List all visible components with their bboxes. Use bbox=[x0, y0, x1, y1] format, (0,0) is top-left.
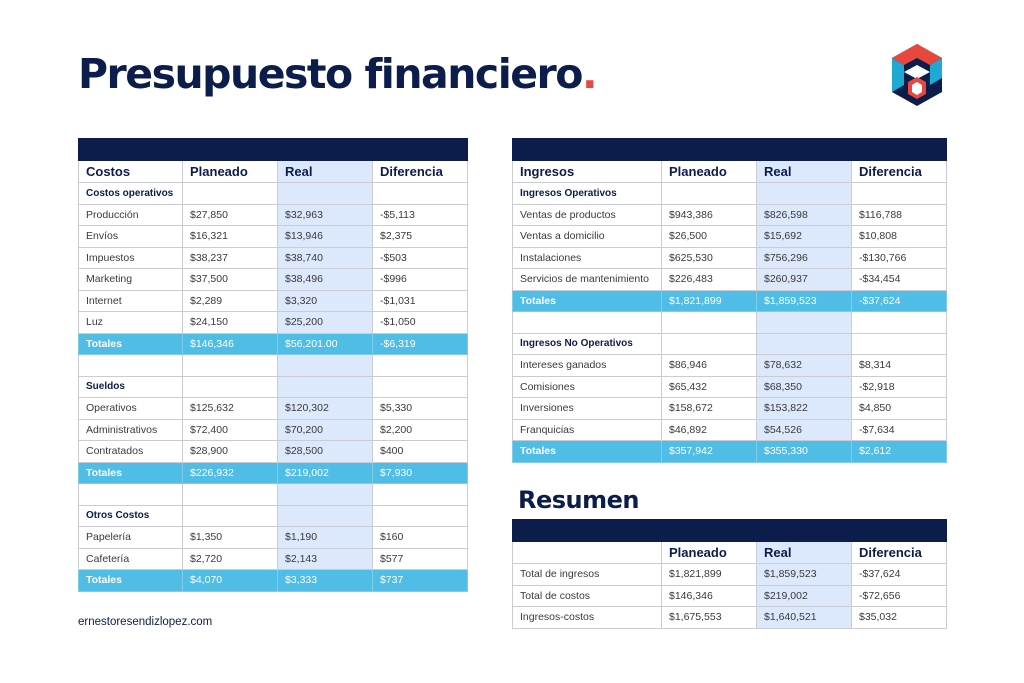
table-cell: Instalaciones bbox=[513, 247, 662, 269]
table-row bbox=[79, 441, 468, 463]
table-row bbox=[79, 312, 468, 334]
spacer-row bbox=[79, 355, 468, 377]
footer-website: ernestoresendizlopez.com bbox=[78, 616, 213, 628]
table-cell: $943,386 bbox=[662, 204, 757, 226]
table-cell: Totales bbox=[513, 290, 662, 312]
table-cell: $1,859,523 bbox=[757, 564, 852, 586]
section-row bbox=[79, 505, 468, 527]
table-row bbox=[79, 548, 468, 570]
table-cell: $260,937 bbox=[757, 269, 852, 291]
table-cell: $37,500 bbox=[183, 269, 278, 291]
table-cell: $4,850 bbox=[852, 398, 947, 420]
table-cell: $1,859,523 bbox=[757, 290, 852, 312]
table-cell: Total de ingresos bbox=[513, 564, 662, 586]
empty-cell bbox=[662, 312, 757, 334]
table-cell: $24,150 bbox=[183, 312, 278, 334]
section-row bbox=[513, 183, 947, 205]
table-row bbox=[513, 226, 947, 248]
table-cell: $3,333 bbox=[278, 570, 373, 592]
table-cell: $160 bbox=[373, 527, 468, 549]
table-cell: Totales bbox=[79, 462, 183, 484]
empty-cell bbox=[183, 376, 278, 398]
empty-cell bbox=[278, 484, 373, 506]
table-cell: -$1,050 bbox=[373, 312, 468, 334]
table-row bbox=[513, 247, 947, 269]
empty-cell bbox=[757, 312, 852, 334]
table-row bbox=[513, 376, 947, 398]
table-row bbox=[79, 290, 468, 312]
table-cell: $2,289 bbox=[183, 290, 278, 312]
costos-table bbox=[78, 138, 468, 592]
totals-row bbox=[513, 290, 947, 312]
table-cell: $120,302 bbox=[278, 398, 373, 420]
table-cell: $1,350 bbox=[183, 527, 278, 549]
table-cell: $737 bbox=[373, 570, 468, 592]
table-cell: Comisiones bbox=[513, 376, 662, 398]
table-cell: $826,598 bbox=[757, 204, 852, 226]
table-row bbox=[513, 564, 947, 586]
empty-cell bbox=[278, 183, 373, 205]
table-cell: Luz bbox=[79, 312, 183, 334]
spacer-row bbox=[79, 484, 468, 506]
section-title: Sueldos bbox=[79, 376, 183, 398]
table-row bbox=[513, 607, 947, 629]
section-row bbox=[513, 333, 947, 355]
table-cell: $355,330 bbox=[757, 441, 852, 463]
table-cell: $3,320 bbox=[278, 290, 373, 312]
table-cell: $2,200 bbox=[373, 419, 468, 441]
table-cell: Administrativos bbox=[79, 419, 183, 441]
empty-cell bbox=[852, 312, 947, 334]
table-cell: $756,296 bbox=[757, 247, 852, 269]
table-cell: -$7,634 bbox=[852, 419, 947, 441]
table-cell: $1,821,899 bbox=[662, 290, 757, 312]
table-cell: $26,500 bbox=[662, 226, 757, 248]
page-title-text: Presupuesto financiero bbox=[78, 50, 582, 98]
table-cell: $625,530 bbox=[662, 247, 757, 269]
spacer-row bbox=[513, 312, 947, 334]
table-cell: $38,740 bbox=[278, 247, 373, 269]
column-header: Real bbox=[278, 161, 373, 183]
table-row bbox=[513, 585, 947, 607]
table-cell: Ingresos-costos bbox=[513, 607, 662, 629]
table-cell: Ventas a domicilio bbox=[513, 226, 662, 248]
table-header-band bbox=[513, 139, 947, 161]
table-cell: $35,032 bbox=[852, 607, 947, 629]
table-cell: -$1,031 bbox=[373, 290, 468, 312]
table-cell: Contratados bbox=[79, 441, 183, 463]
column-header: Planeado bbox=[662, 161, 757, 183]
title-accent-dot: . bbox=[581, 50, 597, 98]
table-cell: $15,692 bbox=[757, 226, 852, 248]
table-cell: Totales bbox=[513, 441, 662, 463]
hexagon-logo-icon bbox=[890, 42, 944, 108]
table-cell: Producción bbox=[79, 204, 183, 226]
table-cell: $2,143 bbox=[278, 548, 373, 570]
table-cell: $2,375 bbox=[373, 226, 468, 248]
table-cell: $16,321 bbox=[183, 226, 278, 248]
totals-row bbox=[79, 570, 468, 592]
empty-cell bbox=[373, 355, 468, 377]
table-cell: Cafetería bbox=[79, 548, 183, 570]
table-cell: $86,946 bbox=[662, 355, 757, 377]
column-header: Costos bbox=[79, 161, 183, 183]
empty-cell bbox=[852, 183, 947, 205]
table-cell: $46,892 bbox=[662, 419, 757, 441]
table-cell: $1,821,899 bbox=[662, 564, 757, 586]
column-header: Real bbox=[757, 542, 852, 564]
column-header: Ingresos bbox=[513, 161, 662, 183]
table-cell: $357,942 bbox=[662, 441, 757, 463]
table-cell: $27,850 bbox=[183, 204, 278, 226]
empty-cell bbox=[79, 139, 468, 161]
table-cell: Envíos bbox=[79, 226, 183, 248]
table-cell: $78,632 bbox=[757, 355, 852, 377]
empty-cell bbox=[373, 376, 468, 398]
table-cell: Intereses ganados bbox=[513, 355, 662, 377]
table-cell: $32,963 bbox=[278, 204, 373, 226]
table-header-band bbox=[79, 139, 468, 161]
empty-cell bbox=[373, 505, 468, 527]
table-header-row bbox=[513, 542, 947, 564]
page-title bbox=[78, 50, 596, 98]
empty-cell bbox=[183, 505, 278, 527]
table-cell: -$5,113 bbox=[373, 204, 468, 226]
table-cell: -$37,624 bbox=[852, 564, 947, 586]
table-cell: -$34,454 bbox=[852, 269, 947, 291]
totals-row bbox=[513, 441, 947, 463]
table-cell: Inversiones bbox=[513, 398, 662, 420]
table-cell: Servicios de mantenimiento bbox=[513, 269, 662, 291]
table-row bbox=[79, 269, 468, 291]
table-row bbox=[79, 419, 468, 441]
table-cell: $146,346 bbox=[662, 585, 757, 607]
table-cell: -$503 bbox=[373, 247, 468, 269]
table-cell: $400 bbox=[373, 441, 468, 463]
table-cell: -$2,918 bbox=[852, 376, 947, 398]
table-cell: $4,070 bbox=[183, 570, 278, 592]
table-cell: Totales bbox=[79, 333, 183, 355]
table-cell: Internet bbox=[79, 290, 183, 312]
table-cell: $7,930 bbox=[373, 462, 468, 484]
table-cell: $1,675,553 bbox=[662, 607, 757, 629]
table-row bbox=[513, 269, 947, 291]
section-row bbox=[79, 183, 468, 205]
table-row bbox=[513, 398, 947, 420]
table-cell: $116,788 bbox=[852, 204, 947, 226]
table-cell: $125,632 bbox=[183, 398, 278, 420]
table-cell: $38,496 bbox=[278, 269, 373, 291]
table-cell: $1,640,521 bbox=[757, 607, 852, 629]
table-row bbox=[79, 204, 468, 226]
table-cell: $25,200 bbox=[278, 312, 373, 334]
empty-cell bbox=[183, 355, 278, 377]
empty-cell bbox=[513, 139, 947, 161]
ingresos-table bbox=[512, 138, 947, 463]
empty-cell bbox=[373, 484, 468, 506]
table-row bbox=[513, 355, 947, 377]
table-cell: $38,237 bbox=[183, 247, 278, 269]
section-row bbox=[79, 376, 468, 398]
table-cell: $8,314 bbox=[852, 355, 947, 377]
resumen-table bbox=[512, 519, 947, 629]
resumen-title: Resumen bbox=[518, 486, 639, 514]
table-cell: $2,612 bbox=[852, 441, 947, 463]
table-cell: $56,201.00 bbox=[278, 333, 373, 355]
table-row bbox=[79, 247, 468, 269]
table-cell: $2,720 bbox=[183, 548, 278, 570]
table-header-row bbox=[513, 161, 947, 183]
column-header bbox=[513, 542, 662, 564]
table-cell: $13,946 bbox=[278, 226, 373, 248]
table-cell: $226,483 bbox=[662, 269, 757, 291]
table-cell: Total de costos bbox=[513, 585, 662, 607]
column-header: Real bbox=[757, 161, 852, 183]
table-row bbox=[79, 398, 468, 420]
table-cell: Franquicias bbox=[513, 419, 662, 441]
table-cell: $65,432 bbox=[662, 376, 757, 398]
table-cell: $28,900 bbox=[183, 441, 278, 463]
table-cell: $68,350 bbox=[757, 376, 852, 398]
empty-cell bbox=[278, 376, 373, 398]
table-cell: Ventas de productos bbox=[513, 204, 662, 226]
totals-row bbox=[79, 462, 468, 484]
table-cell: -$996 bbox=[373, 269, 468, 291]
empty-cell bbox=[278, 355, 373, 377]
table-cell: Operativos bbox=[79, 398, 183, 420]
table-cell: $153,822 bbox=[757, 398, 852, 420]
empty-cell bbox=[183, 183, 278, 205]
column-header: Diferencia bbox=[852, 542, 947, 564]
empty-cell bbox=[79, 484, 183, 506]
column-header: Planeado bbox=[183, 161, 278, 183]
table-header-row bbox=[79, 161, 468, 183]
totals-row bbox=[79, 333, 468, 355]
section-title: Otros Costos bbox=[79, 505, 183, 527]
empty-cell bbox=[757, 333, 852, 355]
empty-cell bbox=[79, 355, 183, 377]
table-cell: $5,330 bbox=[373, 398, 468, 420]
table-cell: -$72,656 bbox=[852, 585, 947, 607]
empty-cell bbox=[662, 183, 757, 205]
table-cell: -$130,766 bbox=[852, 247, 947, 269]
section-title: Ingresos Operativos bbox=[513, 183, 662, 205]
table-cell: $146,346 bbox=[183, 333, 278, 355]
empty-cell bbox=[852, 333, 947, 355]
table-cell: -$37,624 bbox=[852, 290, 947, 312]
table-cell: $226,932 bbox=[183, 462, 278, 484]
table-cell: -$6,319 bbox=[373, 333, 468, 355]
table-row bbox=[79, 226, 468, 248]
table-cell: $28,500 bbox=[278, 441, 373, 463]
empty-cell bbox=[513, 520, 947, 542]
table-cell: $577 bbox=[373, 548, 468, 570]
table-cell: $54,526 bbox=[757, 419, 852, 441]
empty-cell bbox=[373, 183, 468, 205]
table-cell: Impuestos bbox=[79, 247, 183, 269]
section-title: Costos operativos bbox=[79, 183, 183, 205]
table-cell: $158,672 bbox=[662, 398, 757, 420]
table-cell: $1,190 bbox=[278, 527, 373, 549]
table-cell: Marketing bbox=[79, 269, 183, 291]
empty-cell bbox=[183, 484, 278, 506]
table-row bbox=[513, 419, 947, 441]
table-cell: $219,002 bbox=[278, 462, 373, 484]
table-row bbox=[79, 527, 468, 549]
empty-cell bbox=[278, 505, 373, 527]
empty-cell bbox=[757, 183, 852, 205]
table-cell: $70,200 bbox=[278, 419, 373, 441]
table-cell: $10,808 bbox=[852, 226, 947, 248]
empty-cell bbox=[513, 312, 662, 334]
table-cell: $219,002 bbox=[757, 585, 852, 607]
table-header-band bbox=[513, 520, 947, 542]
table-cell: Totales bbox=[79, 570, 183, 592]
table-row bbox=[513, 204, 947, 226]
column-header: Diferencia bbox=[852, 161, 947, 183]
column-header: Planeado bbox=[662, 542, 757, 564]
section-title: Ingresos No Operativos bbox=[513, 333, 662, 355]
table-cell: $72,400 bbox=[183, 419, 278, 441]
column-header: Diferencia bbox=[373, 161, 468, 183]
empty-cell bbox=[662, 333, 757, 355]
table-cell: Papelería bbox=[79, 527, 183, 549]
